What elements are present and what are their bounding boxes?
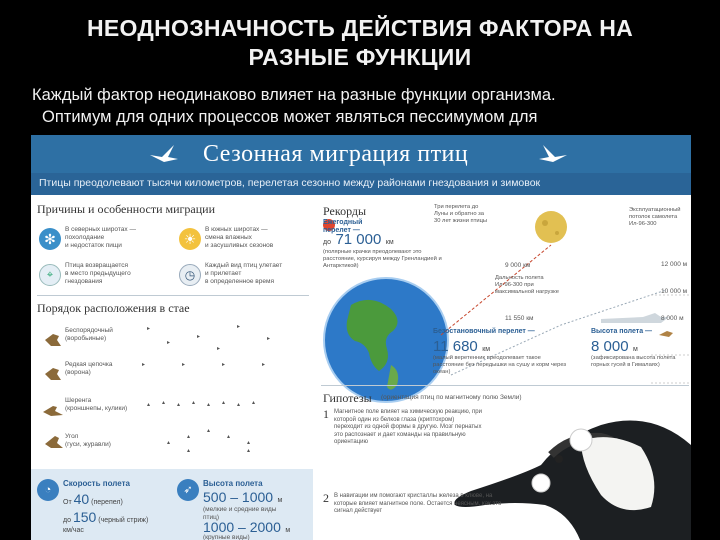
reason-3: Птица возвращается в место предыдущего гнездования <box>65 262 131 285</box>
map-icon: ⌖ <box>39 264 61 286</box>
height-note: (зафиксирована высота полета горных гусей в Гималаях) <box>591 355 676 368</box>
speed-unit: км/час <box>63 527 84 534</box>
svg-text:▴: ▴ <box>207 428 211 434</box>
altitude-12000: 12 000 м <box>661 261 688 268</box>
subtitle-line2: Оптимум для одних процессов может являться пессимумом для <box>42 108 538 126</box>
hypothesis-1: Магнитное поле влияет на химическую реакцию, при которой один из белков глаза (криптохром) переходит из одной формы в другую. Мозг пернатых это распознает и дает команды на правильную ориентацию <box>334 409 482 445</box>
subtitle-line1: Каждый фактор неодинаково влияет на разные функции организма. <box>32 86 556 104</box>
svg-text:▴: ▴ <box>187 434 191 440</box>
moon-note: Три перелета до Луны и обратно за 30 лет жизни птицы <box>434 204 488 224</box>
svg-text:▸: ▸ <box>182 362 186 368</box>
hypothesis-2-number: 2 <box>323 491 329 505</box>
reason-1: В северных широтах — похолодание и недостаток пищи <box>65 226 136 249</box>
altitude-8000: 8 000 м <box>661 315 684 322</box>
altitude-10000: 10 000 м <box>661 288 688 295</box>
altitude-heading: Высота полета <box>203 479 263 488</box>
poster-header <box>31 135 691 195</box>
svg-text:▸: ▸ <box>267 336 271 342</box>
svg-text:▸: ▸ <box>197 334 201 340</box>
divider <box>321 385 689 386</box>
svg-text:▸: ▸ <box>217 346 221 352</box>
hypothesis-2: В навигации им помогают кристаллы железа в клюве, на которые влияет магнитное поле. Остается неясным, как это сигнал действует <box>334 493 502 514</box>
svg-text:▸: ▸ <box>237 324 241 330</box>
svg-text:▴: ▴ <box>147 402 151 408</box>
infographic-poster <box>31 135 691 540</box>
plane-note: Эксплуатационный потолок самолета Ил-96-300 <box>629 207 681 227</box>
hypotheses-heading: Гипотезы <box>323 391 372 405</box>
formation-heading: Порядок расположения в стае <box>37 301 190 315</box>
flying-bird-icon <box>148 141 180 167</box>
svg-text:▴: ▴ <box>227 434 231 440</box>
speedometer-icon: ◔ <box>37 479 59 501</box>
reasons-heading: Причины и особенности миграции <box>37 202 216 216</box>
poster-title: Сезонная миграция птиц <box>203 141 469 167</box>
altitude-value-1: 500 – 1000 м <box>203 489 283 505</box>
svg-text:▴: ▴ <box>162 400 166 406</box>
annual-note: (полярные крачки преодолевают это расстояние, курсируя между Гренландией и Антарктикой) <box>323 249 442 269</box>
poster-subheading: Птицы преодолевают тысячи километров, перелетая сезонно между районами гнездования и зимовок <box>31 173 691 195</box>
formation-diagram <box>37 320 315 460</box>
svg-text:▸: ▸ <box>262 362 266 368</box>
altitude-bird-icon: ➶ <box>177 479 199 501</box>
svg-text:▴: ▴ <box>222 400 226 406</box>
nonstop-record: 11 680 км <box>433 338 491 355</box>
slide-title-line1: НЕОДНОЗНАЧНОСТЬ ДЕЙСТВИЯ ФАКТОРА НА <box>86 15 634 41</box>
height-title: Высота полета — <box>591 328 653 335</box>
reason-4: Каждый вид птиц улетает и прилетает в определенное время <box>205 262 283 285</box>
svg-text:▴: ▴ <box>187 448 191 454</box>
annual-title: Ежегодный перелет — <box>323 219 363 234</box>
svg-text:▴: ▴ <box>247 448 251 454</box>
nonstop-note: (малый веретенник преодолевает такое расстояние без передышки на сушу и корм через океан) <box>433 355 567 375</box>
svg-text:▸: ▸ <box>167 340 171 346</box>
distance-11550: 11 550 км <box>505 315 534 322</box>
distance-9000: 9 000 км <box>505 262 531 269</box>
altitude-value-2: 1000 – 2000 м <box>203 519 291 535</box>
svg-text:▸: ▸ <box>147 326 151 332</box>
svg-text:▴: ▴ <box>192 400 196 406</box>
snowflake-icon: ✻ <box>39 228 61 250</box>
svg-text:▸: ▸ <box>142 362 146 368</box>
formation-row-3: Шеренга (кроншнепы, кулики) <box>65 397 128 412</box>
speed-from: От 40 (перепел) <box>63 491 123 507</box>
speed-heading: Скорость полета <box>63 479 130 488</box>
reason-2: В южных широтах — смена влажных и засушливых сезонов <box>205 226 274 249</box>
formation-row-4: Угол (гуси, журавли) <box>65 433 111 448</box>
nonstop-title: Безостановочный перелет — <box>433 328 535 335</box>
annual-record: до 71 000 км <box>323 231 394 248</box>
divider <box>37 295 309 296</box>
sun-icon: ☀ <box>179 228 201 250</box>
svg-text:▸: ▸ <box>222 362 226 368</box>
slide-title <box>0 14 720 72</box>
records-heading: Рекорды <box>323 204 367 218</box>
height-record: 8 000 м <box>591 338 638 355</box>
svg-text:▴: ▴ <box>252 400 256 406</box>
altitude-note-2: (крупные виды) <box>203 534 250 540</box>
range-note: Дальность полета Ил-96-300 при максимальной нагрузке <box>495 275 559 295</box>
formation-row-2: Редкая цепочка (ворона) <box>65 361 113 376</box>
clock-icon: ◷ <box>179 264 201 286</box>
speed-altitude-panel <box>31 469 313 540</box>
svg-text:▴: ▴ <box>177 402 181 408</box>
speed-to: до 150 (черный стриж) <box>63 509 149 525</box>
flying-bird-icon <box>537 141 569 167</box>
hypothesis-1-number: 1 <box>323 407 329 421</box>
formation-row-1: Беспорядочный (воробьиные) <box>65 327 113 342</box>
svg-text:▴: ▴ <box>207 402 211 408</box>
slide-title-line2: РАЗНЫЕ ФУНКЦИИ <box>248 44 472 70</box>
svg-text:▴: ▴ <box>247 440 251 446</box>
altitude-note-1: (мелкие и средние виды птиц) <box>203 506 277 521</box>
svg-text:▴: ▴ <box>167 440 171 446</box>
svg-text:▴: ▴ <box>237 402 241 408</box>
hypotheses-note: (ориентация птиц по магнитному полю Земли) <box>381 394 522 401</box>
slide-subtitle <box>32 84 712 128</box>
